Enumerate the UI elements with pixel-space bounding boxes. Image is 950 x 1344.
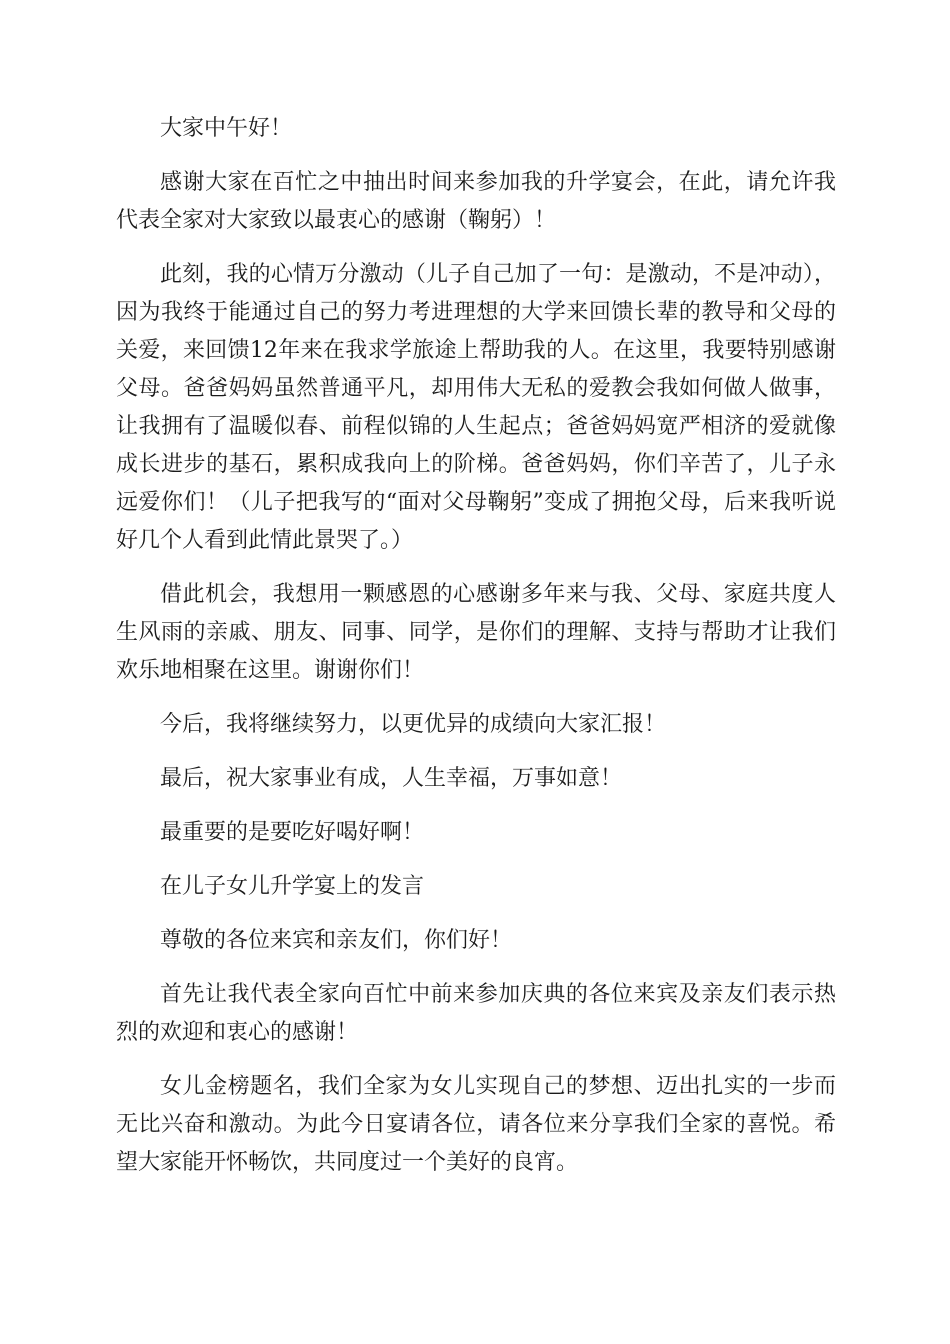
paragraph-wishes: 最后，祝大家事业有成，人生幸福，万事如意！ <box>160 766 623 791</box>
paragraph-celebration: 女儿金榜题名，我们全家为女儿实现自己的梦想、迈出扎实的一步而无比兴奋和激动。为此今日宴请各位，请各位来分享我们全家的喜悦。希望大家能开怀畅饮，共同度过一个美好的良宵。 <box>116 1074 836 1175</box>
document-body <box>116 110 836 1198</box>
paragraph-salutation: 尊敬的各位来宾和亲友们，你们好！ <box>160 928 513 953</box>
paragraph-thanks: 感谢大家在百忙之中抽出时间来参加我的升学宴会，在此，请允许我代表全家对大家致以最衷心的感谢（鞠躬）！ <box>116 170 836 233</box>
paragraph-future: 今后，我将继续努力，以更优异的成绩向大家汇报！ <box>160 712 667 737</box>
paragraph-gratitude-relatives: 借此机会，我想用一颗感恩的心感谢多年来与我、父母、家庭共度人生风雨的亲戚、朋友、同事、同学，是你们的理解、支持与帮助才让我们欢乐地相聚在这里。谢谢你们！ <box>116 582 836 683</box>
section-title: 在儿子女儿升学宴上的发言 <box>160 874 425 899</box>
paragraph-welcome: 首先让我代表全家向百忙中前来参加庆典的各位来宾及亲友们表示热烈的欢迎和衷心的感谢！ <box>116 982 836 1045</box>
paragraph-gratitude-parents: 此刻，我的心情万分激动（儿子自己加了一句：是激动，不是冲动），因为我终于能通过自己的努力考进理想的大学来回馈长辈的教导和父母的关爱，来回馈12年来在我求学旅途上帮助我的人。在这里，我要特别感谢父母。爸爸妈妈虽然普通平凡，却用伟大无私的爱教会我如何做人做事，让我拥有了温暖似春、前程似锦的人生起点；爸爸妈妈宽严相济的爱就像成长进步的基石，累积成我向上的阶梯。爸爸妈妈，你们辛苦了，儿子永远爱你们！（儿子把我写的“面对父母鞠躬”变成了拥抱父母，后来我听说好几个人看到此情此景哭了。） <box>116 262 836 553</box>
paragraph-greeting: 大家中午好！ <box>160 116 293 141</box>
paragraph-eat-well: 最重要的是要吃好喝好啊！ <box>160 820 425 845</box>
